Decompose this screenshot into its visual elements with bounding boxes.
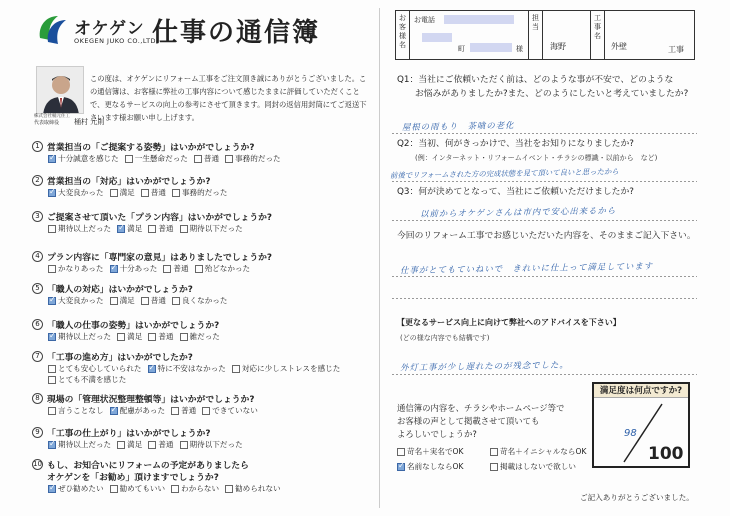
option-label: 特に不安はなかった (157, 364, 226, 373)
question-number: 2 (32, 175, 43, 186)
option-checkbox[interactable] (180, 223, 243, 234)
option-checkbox[interactable] (117, 439, 142, 450)
option-checkbox[interactable] (110, 405, 166, 416)
option-checkbox[interactable] (148, 439, 173, 450)
option-label: 普通 (181, 406, 197, 415)
question-9 (32, 426, 372, 450)
thanks-text: ご記入ありがとうございました。 (580, 493, 694, 502)
question-2 (32, 174, 372, 198)
option-label: 期待以上だった (58, 224, 112, 233)
option-label: 良くなかった (181, 296, 228, 305)
question-number: 9 (32, 427, 43, 438)
empty-box-icon[interactable] (172, 189, 180, 197)
option-label: 大変良かった (58, 188, 104, 197)
score-box (592, 382, 690, 468)
empty-box-icon[interactable] (172, 297, 180, 305)
question-text: ご提案させて頂いた「プラン内容」はいかがでしょうか? (47, 212, 273, 223)
president-photo (36, 66, 84, 114)
option-label: とても安心していられた (58, 364, 142, 373)
q2-hint: (例：インターネット・リフォームイベント・チラシの標識・以前から など) (415, 154, 658, 162)
advice-hint: (どの様な内容でも結構です) (400, 334, 490, 342)
president-company: 株式会社桶元住工 (34, 114, 70, 119)
empty-box-icon[interactable] (225, 485, 233, 493)
option-label: 対応に少しストレスを感じた (241, 364, 341, 373)
checked-box-icon[interactable] (148, 365, 156, 373)
brand-subtitle: OKEGEN JUKO CO.,LTD. (74, 37, 159, 45)
option-label: 期待以下だった (189, 440, 243, 449)
question-title (32, 250, 372, 262)
option-label: わからない (181, 484, 220, 493)
option-label: ぜひ勧めたい (58, 484, 104, 493)
option-label: 事務的だった (181, 188, 228, 197)
question-title (32, 210, 372, 222)
option-label: 期待以下だった (189, 224, 243, 233)
option-checkbox[interactable] (48, 223, 111, 234)
president-title: 代表取締役 (34, 120, 60, 126)
option-label: 期待以上だった (58, 440, 112, 449)
empty-box-icon[interactable] (232, 365, 240, 373)
question-number: 4 (32, 251, 43, 262)
checked-box-icon[interactable] (48, 297, 56, 305)
option-checkbox[interactable] (110, 483, 166, 494)
empty-box-icon[interactable] (180, 441, 188, 449)
staff-label: 担当 (529, 11, 543, 59)
question-1 (32, 140, 372, 164)
option-checkbox[interactable] (194, 153, 219, 164)
option-label: 普通 (150, 296, 166, 305)
option-checkbox[interactable] (117, 223, 142, 234)
question-text: 現場の「管理状況整理整頓等」はいかがでしょうか? (47, 394, 255, 405)
work-suffix: 工事 (668, 45, 684, 54)
empty-box-icon[interactable] (48, 365, 56, 373)
option-checkbox[interactable] (180, 331, 220, 342)
question-title (32, 426, 372, 438)
impression-answer: 仕事がとてもていねいで きれいに仕上って満足しています (399, 260, 654, 276)
empty-box-icon[interactable] (180, 333, 188, 341)
empty-box-icon[interactable] (225, 155, 233, 163)
option-checkbox[interactable] (141, 187, 166, 198)
option-checkbox[interactable] (172, 295, 228, 306)
phone-label: お電話 (414, 16, 435, 24)
q1-question: Q1：当社にご依頼いただく前は、どのような事が不安で、どのような (397, 75, 674, 85)
advice-answer: 外灯工事が少し遅れたのが残念でした。 (399, 359, 569, 373)
option-checkbox[interactable] (48, 374, 126, 385)
question-text-line2: オケゲンを「お勧め」頂けますでしょうか? (47, 472, 219, 483)
question-title (32, 140, 372, 152)
redacted-name (470, 43, 512, 52)
publish-option-label: 苛名＋イニシャルならOK (500, 447, 587, 456)
option-label: 満足 (119, 296, 135, 305)
option-checkbox[interactable] (163, 263, 188, 274)
q3-answer: 以前からオケゲンさんは市内で安心出来るから (419, 205, 617, 219)
option-checkbox[interactable] (48, 187, 104, 198)
option-checkbox[interactable] (48, 153, 119, 164)
publish-option-label: 苛名＋実名でOK (407, 447, 464, 456)
option-label: 殆どなかった (204, 264, 251, 273)
publish-option-label: 名前なしならOK (407, 462, 464, 471)
question-text: 「職人の仕事の姿勢」はいかがでしょうか? (47, 320, 220, 331)
option-label: 普通 (158, 440, 174, 449)
empty-box-icon[interactable] (195, 265, 203, 273)
option-label: 十分あった (119, 264, 158, 273)
option-checkbox[interactable] (202, 405, 258, 416)
empty-box-icon[interactable] (48, 407, 56, 415)
option-checkbox[interactable] (117, 331, 142, 342)
option-group (48, 295, 348, 306)
option-label: 満足 (127, 224, 143, 233)
option-checkbox[interactable] (48, 295, 104, 306)
checked-box-icon[interactable] (48, 189, 56, 197)
checked-box-icon[interactable] (117, 225, 125, 233)
option-label: 満足 (127, 332, 143, 341)
checked-box-icon[interactable] (48, 155, 56, 163)
empty-box-icon[interactable] (110, 189, 118, 197)
option-label: 普通 (150, 188, 166, 197)
empty-box-icon[interactable] (397, 448, 405, 456)
option-checkbox[interactable] (195, 263, 251, 274)
question-text: 「職人の対応」はいかがでしょうか? (47, 284, 193, 295)
option-label: 十分誠意を感じた (58, 154, 119, 163)
option-label: 配慮があった (119, 406, 166, 415)
option-checkbox[interactable] (172, 187, 228, 198)
option-label: 満足 (127, 440, 143, 449)
q1-answer: 屋根の雨もり 茶嗿の老化 (401, 120, 515, 132)
option-checkbox[interactable] (148, 223, 173, 234)
option-checkbox[interactable] (110, 295, 135, 306)
option-label: できていない (212, 406, 258, 415)
question-number: 8 (32, 393, 43, 404)
staff-name: 海野 (550, 42, 566, 51)
question-3 (32, 210, 372, 234)
publish-option[interactable] (490, 461, 576, 472)
empty-box-icon[interactable] (110, 297, 118, 305)
redacted-phone (444, 15, 514, 24)
empty-box-icon[interactable] (48, 265, 56, 273)
sama-label: 様 (516, 45, 523, 53)
option-label: 一生懸命だった (134, 154, 188, 163)
option-label: 言うことなし (58, 406, 104, 415)
publish-option[interactable] (397, 446, 464, 457)
option-label: 普通 (173, 264, 189, 273)
publish-question-line2: お客様の声として掲載させて頂いても (397, 416, 540, 426)
option-checkbox[interactable] (171, 483, 219, 494)
work-label: 工事名 (591, 11, 605, 59)
option-label: 普通 (203, 154, 220, 163)
option-checkbox[interactable] (232, 363, 341, 374)
question-title (32, 392, 372, 404)
option-checkbox[interactable] (125, 153, 188, 164)
question-number: 10 (33, 459, 42, 468)
customer-label: お客様名 (396, 11, 410, 59)
publish-option[interactable] (397, 461, 464, 472)
question-10 (32, 458, 372, 494)
publish-question-line3: よろしいでしょうか? (397, 429, 477, 439)
checked-box-icon[interactable] (48, 333, 56, 341)
option-label: 普通 (158, 332, 174, 341)
page-title: 仕事の通信簿 (152, 18, 321, 48)
empty-box-icon[interactable] (202, 407, 210, 415)
customer-info-table (395, 10, 695, 60)
question-title (32, 350, 372, 362)
question-title (32, 318, 372, 330)
option-label: 期待以上だった (58, 332, 112, 341)
empty-box-icon[interactable] (117, 333, 125, 341)
empty-box-icon[interactable] (148, 441, 156, 449)
president-name: 桶村 元則 (74, 118, 105, 126)
empty-box-icon[interactable] (141, 189, 149, 197)
q3-question: Q3：何が決めてとなって、当社にご依頼いただけましたか? (397, 187, 634, 197)
checked-box-icon[interactable] (48, 485, 56, 493)
score-value: 98 (624, 428, 637, 439)
option-group (48, 331, 348, 342)
question-number: 1 (32, 141, 43, 152)
score-title: 満足度は何点ですか? (594, 384, 688, 398)
option-label: 大変良かった (58, 296, 104, 305)
option-label: 満足 (119, 188, 135, 197)
empty-box-icon[interactable] (110, 485, 118, 493)
empty-box-icon[interactable] (148, 225, 156, 233)
empty-box-icon[interactable] (490, 448, 498, 456)
empty-box-icon[interactable] (117, 441, 125, 449)
question-6 (32, 318, 372, 342)
question-number: 3 (32, 211, 43, 222)
question-7 (32, 350, 372, 385)
question-number: 5 (32, 283, 43, 294)
option-label: とても不満を感じた (58, 375, 127, 384)
option-group (48, 439, 348, 450)
checked-box-icon[interactable] (110, 407, 118, 415)
option-checkbox[interactable] (48, 405, 104, 416)
option-group (48, 483, 348, 494)
redacted-address (422, 33, 452, 42)
question-text: 「工事の進め方」はいかがでしたか? (47, 352, 193, 363)
option-label: 勧められない (235, 484, 281, 493)
option-checkbox[interactable] (148, 363, 226, 374)
empty-box-icon[interactable] (171, 485, 179, 493)
option-checkbox[interactable] (48, 363, 142, 374)
empty-box-icon[interactable] (194, 155, 202, 163)
question-text: 「工事の仕上がり」はいかがでしょうか? (47, 428, 211, 439)
option-checkbox[interactable] (148, 331, 173, 342)
question-4 (32, 250, 372, 274)
option-group (48, 223, 348, 234)
option-group (48, 405, 348, 416)
score-max: 100 (648, 444, 684, 464)
option-label: かなりあった (58, 264, 104, 273)
brand-name: オケゲン (74, 19, 145, 39)
empty-box-icon[interactable] (48, 376, 56, 384)
empty-box-icon[interactable] (163, 265, 171, 273)
option-checkbox[interactable] (110, 187, 135, 198)
option-label: 事務的だった (235, 154, 281, 163)
checked-box-icon[interactable] (397, 463, 405, 471)
question-title (32, 458, 372, 470)
question-text: プラン内容に「専門家の意見」はありましたでしょうか? (47, 252, 273, 263)
option-label: 雑だった (189, 332, 220, 341)
question-number: 7 (32, 351, 43, 362)
q1-question-line2: お悩みがありましたか?また、どのようにしたいと考えていましたか? (415, 89, 689, 99)
question-number: 6 (32, 319, 43, 330)
question-text: もし、お知合いにリフォームの予定がありましたら (47, 460, 249, 471)
empty-box-icon[interactable] (141, 297, 149, 305)
question-5 (32, 282, 372, 306)
q2-question: Q2：当初、何がきっかけで、当社をお知りになりましたか? (397, 139, 634, 149)
option-checkbox[interactable] (48, 439, 111, 450)
publish-question: 通信簿の内容を、チラシやホームページ等で (397, 403, 565, 413)
option-group (48, 187, 348, 198)
empty-box-icon[interactable] (171, 407, 179, 415)
option-group (48, 153, 348, 164)
option-checkbox[interactable] (225, 153, 281, 164)
checked-box-icon[interactable] (48, 441, 56, 449)
checked-box-icon[interactable] (110, 265, 118, 273)
option-checkbox[interactable] (141, 295, 166, 306)
question-text: 営業担当の「対応」はいかがでしょうか? (47, 176, 211, 187)
question-title (32, 174, 372, 186)
okegen-logo-icon (36, 12, 70, 46)
option-checkbox[interactable] (180, 439, 243, 450)
option-checkbox[interactable] (48, 263, 104, 274)
option-checkbox[interactable] (48, 483, 104, 494)
publish-option-label: 掲載はしないで欲しい (500, 462, 576, 471)
question-8 (32, 392, 372, 416)
empty-box-icon[interactable] (125, 155, 133, 163)
option-checkbox[interactable] (225, 483, 281, 494)
option-checkbox[interactable] (171, 405, 196, 416)
town-label: 町 (458, 45, 465, 53)
empty-box-icon[interactable] (490, 463, 498, 471)
impression-question: 今回のリフォーム工事でお感じいただいた内容を、そのままご記入下さい。 (397, 231, 696, 241)
intro-text: この度は、オケゲンにリフォーム工事をご注文頂き誠にありがとうございました。この通信簿は、お客様に弊社の工事内容について感じたままに評価していただくことで、更なるサービスの向上の参考にさせて頂きます。同封の返信用封筒にてご返送下さいます様お願い申し上げます。 (90, 74, 367, 122)
empty-box-icon[interactable] (148, 333, 156, 341)
empty-box-icon[interactable] (180, 225, 188, 233)
q2-answer: 前後でリフォームされた方の完成状態を見て頂いて良いと思ったから (389, 167, 619, 180)
option-label: 普通 (158, 224, 174, 233)
work-name: 外壁 (611, 42, 627, 51)
question-text: 営業担当の「ご提案する姿勢」はいかがでしょうか? (47, 142, 255, 153)
option-group (48, 263, 348, 274)
advice-title: 【更なるサービス向上に向けて弊社へのアドバイスを下さい】 (397, 318, 621, 327)
option-group (48, 363, 348, 385)
option-label: 勧めてもいい (119, 484, 166, 493)
empty-box-icon[interactable] (48, 225, 56, 233)
question-title (32, 282, 372, 294)
column-divider (379, 8, 380, 508)
option-checkbox[interactable] (110, 263, 158, 274)
publish-option[interactable] (490, 446, 586, 457)
option-checkbox[interactable] (48, 331, 111, 342)
